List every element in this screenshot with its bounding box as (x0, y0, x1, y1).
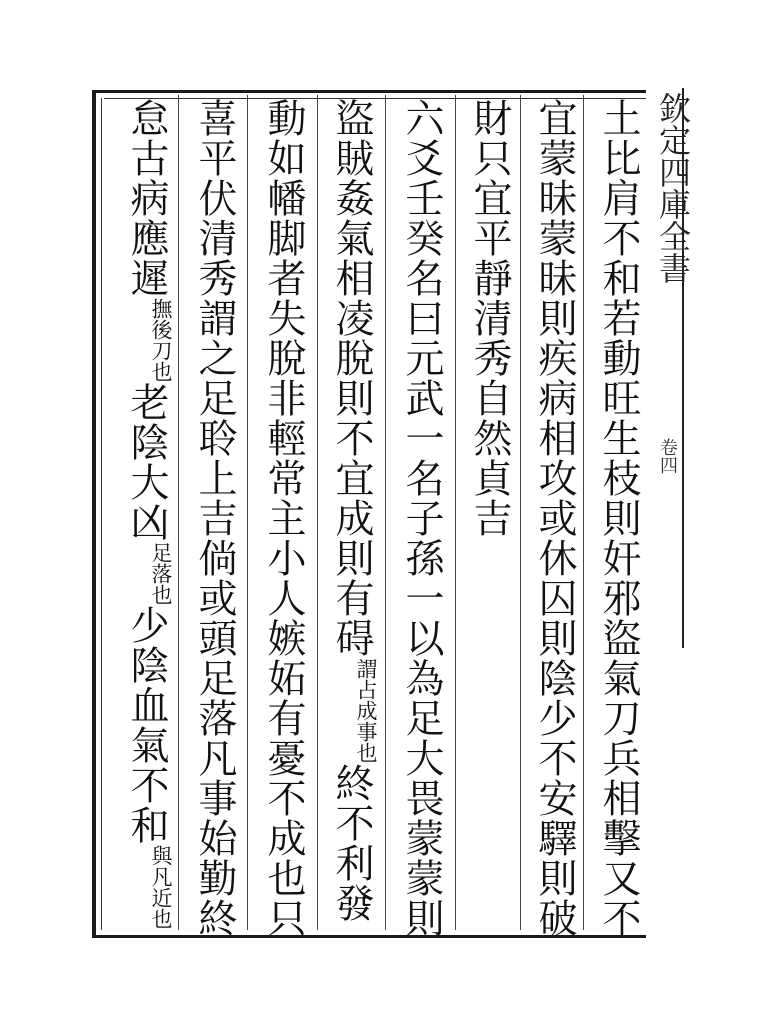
column-divider (317, 95, 318, 930)
text-column-1: 土比肩不和若動旺生枝則奸邪盜氣刀兵相擊又不 (596, 98, 641, 938)
column-text: 盜賊姦氣相凌脫則不宜成則有碍 (329, 98, 374, 658)
column-divider (583, 95, 584, 930)
column-divider (247, 95, 248, 930)
annotation-note: 撫後刀也 (149, 298, 173, 382)
text-column-4: 六爻壬癸名曰元武一名子孫一以為足大畏蒙蒙則 (399, 98, 444, 938)
column-divider (178, 95, 179, 930)
text-column-5 (325, 98, 377, 923)
column-text: 怠古病應遲 (124, 98, 169, 298)
column-text: 老陰大凶 (124, 382, 169, 542)
column-divider (520, 95, 521, 930)
column-text: 終不利發 (329, 763, 374, 923)
annotation-note: 足落也 (149, 542, 173, 605)
text-column-2: 宜蒙昧蒙昧則疾病相攻或休囚則陰少不安驛則破 (532, 98, 577, 938)
text-column-8 (120, 98, 172, 929)
column-divider (385, 95, 386, 930)
column-divider (455, 95, 456, 930)
annotation-note: 與凡近也 (149, 845, 173, 929)
column-text: 少陰血氣不和 (124, 605, 169, 845)
margin-title: 欽定四庫全書 (654, 92, 692, 284)
text-column-3: 財只宜平靜清秀自然貞吉 (467, 98, 512, 538)
text-column-7: 喜平伏清秀謂之足聆上吉倘或頭足落凡事始勤終 (192, 98, 237, 938)
text-column-6: 動如幡脚者失脫非輕常主小人嫉妬有憂不成也只 (261, 98, 306, 938)
margin-volume: 卷四 (657, 438, 678, 474)
annotation-note: 謂占成事也 (354, 658, 378, 763)
